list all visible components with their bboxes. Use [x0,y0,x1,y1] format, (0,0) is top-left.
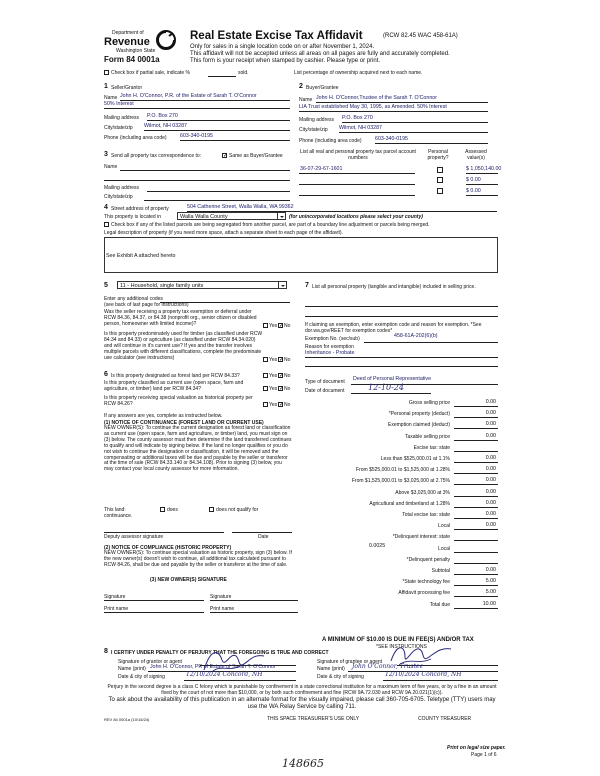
grantee-name-label: Name (print) [317,666,345,672]
tax-row-value[interactable]: 0.00 [485,455,496,461]
ownership-note: List percentage of ownership acquired next to each name. [294,70,423,76]
legal-description-label: Legal description of property (if you need more space, attach a separate sheet to each page of the affidavit). [104,230,343,236]
new-owner-print-name-label: Print name [104,606,129,612]
tax-row-label: Subtotal [431,568,450,574]
grantee-name-field[interactable]: John O'Connor, Trustee [352,663,424,670]
exemption-yes-checkbox[interactable] [263,323,268,328]
parcel-value-3[interactable]: $ 0.00 [466,188,481,194]
parcel-account-1[interactable]: 36-07-29-67-1601 [300,166,343,172]
section-5-number: 5 [104,282,108,289]
perjury-notice: Perjury in the second degree is a class C felony which is punishable by confinement in a state correctional institution for a maximum term of five years, or by a fine in an amount fixed by the court of not more than $10,000, or by both such confinement and fine (RCW 9A.72.030 and RCW 9A.20.021(1)(c)). [107,684,497,696]
additional-codes-label: Enter any additional codes [104,296,163,302]
land-does-checkbox[interactable] [160,507,165,512]
correspondence-city-label: City/state/zip [104,194,133,200]
document-type-label: Type of document [305,379,345,385]
form-number: Form 84 0001a [104,55,160,64]
tax-row-value[interactable]: 0.00 [485,399,496,405]
buyer-section-number: 2 [299,83,303,90]
parcel-account-3[interactable] [299,195,415,196]
same-as-buyer-checkbox[interactable] [222,153,227,158]
grantor-date-label: Date & city of signing [118,674,165,680]
revision-label: REV 84 0001a (10/15/24) [104,717,150,722]
buyer-name-label: Name [299,97,313,103]
forest-yes-checkbox[interactable] [263,373,268,378]
new-owner-signature-label: Signature [104,594,126,600]
tax-row-value[interactable]: 10.00 [482,600,496,607]
continuance-heading: (1) NOTICE OF CONTINUANCE (FOREST LAND OR CURRENT USE) [104,420,264,426]
land-does-not-label: does not qualify for [216,507,259,513]
tax-row-label: From $525,000.01 to $1,525,000 at 1.28% [356,467,450,474]
exemption-yes-label: Yes [269,323,278,329]
parcels-col-account: List all real and personal property tax parcel account numbers [300,149,416,161]
continuance-text: NEW OWNER(S): To continue the current designation as forest land or classification as current use (open space, farm and agriculture, or timber) land, you must sign on (3) below. The county assessor must then determine if the land transferred continues to qualify and will indicate by signing below. If the land no longer qualifies or you do not wish to continue the designation or classification, it will be removed and the compensating or additional taxes will be due and payable by the seller or transferor at the time of sale (RCW 84.33.140 or 84.34.108). Prior to signing (3) below, you may contact your local county assessor for more information. [104,425,292,473]
handwritten-number: 148665 [282,757,324,770]
legal-description-value: See Exhibit A attached hereto [106,253,176,259]
segregated-note: Check box if any of the listed parcels are being segregated from another parcel, are part of a boundary line adjustment or parcels being merged. [111,222,430,228]
personal-property-label: List all personal property (tangible and intangible) included in selling price. [312,284,476,290]
land-does-label: does [167,507,178,513]
seller-mailing-label: Mailing address [104,115,140,121]
section-6-number: 6 [104,371,108,378]
document-type-field[interactable]: Deed of Personal Representative [353,376,432,382]
revenue-logo-icon [156,30,176,50]
tax-row-label: Gross selling price [408,400,450,406]
property-section-number: 4 [104,204,108,211]
timber-question: Is this property predominately used for timber (as classified under RCW 84.34 and 84.33) or agriculture (as classified under RCW 84.34.020) and will continue in it's current use? If yes and the transfer involves multiple parcels with different classifications, complete the predominate use calculator (see instructions) [104,331,263,361]
tax-row-label: Total due [429,601,450,608]
located-label: This property is located in [104,214,161,220]
historic-text: NEW OWNER(S): To continue special valuation as historic property, sign (3) below. If the new owner(s) doesn't wish to continue, all additional tax calculated pursuant to RCW 84.26, shall be due and payable by the seller or transferor at the time of sale. [104,550,292,568]
land-does-not-checkbox[interactable] [209,507,214,512]
tax-row-value[interactable]: 0.00 [485,466,496,473]
tax-row-label: Local [438,545,450,552]
parcels-col-personal: Personal property? [427,149,449,161]
tax-row-value[interactable]: 0.00 [485,488,496,495]
county-select-value: Walla Walla County [180,213,228,220]
correspondence-mailing-field[interactable] [147,191,290,192]
deputy-date-label: Date [258,534,269,540]
grantor-date-field[interactable]: 12/10/2024 Concord, NH [186,671,263,678]
document-date-label: Date of document [305,388,345,394]
seller-phone-label: Phone (including area code) [104,135,167,141]
tax-row-label: Local [438,523,450,530]
tax-row-label: Exemption claimed (deduct) [388,422,450,429]
parcel-account-2[interactable] [299,184,415,185]
buyer-mailing-field[interactable]: P.O. Box 270 [342,115,373,121]
page-number: Page 1 of 6 [471,752,497,758]
county-treasurer-label: COUNTY TREASURER [418,716,472,722]
buyer-phone-label: Phone (including area code) [299,138,362,144]
dept-line1: Department of [112,30,144,36]
page-title: Real Estate Excise Tax Affidavit [190,30,363,42]
tax-row-value[interactable]: 0.00 [485,477,496,484]
exemption-number-field[interactable]: 458-61A-202(6)(b) [394,333,438,339]
exemption-number-label: Exemption No. (sec/sub) [305,336,360,342]
tax-row-label: Taxable selling price [404,433,450,440]
correspondence-name-field[interactable] [120,170,290,171]
seller-name-field-2[interactable]: 50% Interest [104,101,134,107]
buyer-name-field[interactable]: John H. O'Connor,Trustee of the Sarah T. O'Connor [316,95,437,101]
new-owner-signature-heading: (3) NEW OWNER(S) SIGNATURE [150,577,227,583]
new-owner-print-name-field[interactable] [104,612,204,613]
seller-name-field[interactable]: John H. O'Connor, P.R. of the Estate of Sarah T. O'Connor [120,93,257,99]
grantor-signature-label: Signature of grantor or agent [118,659,182,665]
legal-size-note: Print on legal size paper. [447,745,506,751]
grantee-date-field[interactable]: 12/10/2024 Concord, NH [385,671,462,678]
grantor-name-label: Name (print) [118,666,146,672]
certify-statement: I CERTIFY UNDER PENALTY OF PERJURY THAT THE FOREGOING IS TRUE AND CORRECT [111,650,329,656]
header-note-3: This form is your receipt when stamped by cashier. Please type or print. [190,58,381,64]
parcel-personal-checkbox-1[interactable] [437,167,443,173]
tax-row-value[interactable]: 0.00 [485,410,496,417]
local-rate-value: 0.0025 [369,543,386,549]
exemption-claim-note: If claiming an exemption, enter exemption code and reason for exemption. *See dor.wa.gov/REET for exemption codes* [305,322,482,334]
current-use-no-label: No [284,386,291,392]
tax-row-value[interactable]: 0.00 [485,522,496,529]
exemption-no-label: No [284,323,291,329]
historic-question: Is this property receiving special valuation as historical property per RCW 84.26? [104,395,253,407]
county-select[interactable] [177,212,286,220]
seller-city-field[interactable]: Wilmot, NH 03287 [144,123,187,129]
chevron-down-icon [277,213,285,220]
see-instructions-note: *SEE INSTRUCTIONS [376,644,427,650]
header-note-1: Only for sales in a single location code on or after November 1, 2024. [190,44,375,50]
deputy-date-field[interactable] [232,532,292,533]
forest-land-question: Is this property designated as forest land per RCW 84.33? [111,373,240,379]
header-note-2: This affidavit will not be accepted unless all areas on all pages are fully and accurately completed. [190,51,450,57]
personal-property-field[interactable] [305,306,498,307]
deputy-signature-label: Deputy assessor signature [104,534,164,540]
street-label: Street address of property [111,206,169,212]
title-reference: (RCW 82.45 WAC 458-61A) [383,33,458,39]
exemption-no-checkbox[interactable] [278,323,283,328]
tax-row-value[interactable]: 0.00 [485,567,496,573]
historic-no-label: No [284,402,291,408]
tax-row-label: Affidavit processing fee [398,590,450,597]
seller-city-label: City/state/zip [104,125,133,131]
partial-sale-sold-label: sold. [238,70,249,76]
partial-sale-percent-field[interactable] [208,76,236,77]
deputy-signature-field[interactable] [104,532,224,533]
tax-row-label: Above $3,025,000 at 3% [395,489,450,496]
timber-no-checkbox[interactable] [278,357,283,362]
tax-row-value[interactable]: 0.00 [485,421,496,428]
current-use-question: Is this property classified as current use (open space, farm and agriculture, or timber) land per RCW 84.34? [104,380,244,392]
new-owner-signature-label-2: Signature [210,594,232,600]
tax-row-value[interactable]: 5.00 [485,578,496,585]
parcel-personal-checkbox-3[interactable] [437,188,443,194]
new-owner-print-name-field-2[interactable] [210,612,298,613]
dept-brand: Revenue [104,36,150,48]
correspondence-label: Send all property tax correspondence to: [111,153,202,159]
tax-row-label: *Personal property (deduct) [388,411,450,418]
current-use-no-checkbox[interactable] [278,386,283,391]
section-8-number: 8 [104,648,108,655]
exemption-reason-field[interactable]: Inheritance - Probate [305,350,355,356]
current-use-yes-label: Yes [269,386,278,392]
tax-row-label: *Delinquent interest: state [392,534,450,541]
correspondence-section-number: 3 [104,151,108,158]
historic-no-checkbox[interactable] [278,402,283,407]
timber-yes-checkbox[interactable] [263,357,268,362]
tax-row-label: Total excise tax: state [402,512,450,518]
tax-row-value[interactable]: 0.00 [485,432,496,439]
seller-section-number: 1 [104,83,108,90]
tax-row-value[interactable]: 5.00 [485,589,496,596]
instructions-intro: If any answers are yes, complete as instructed below. [104,413,223,419]
exemption-question: Was the seller receiving a property tax exemption or deferral under RCW 84.36, 84.37, or 84.38 (nonprofit org., senior citizen or disabled person, homeowner with limited income)? [104,309,257,327]
buyer-city-field[interactable]: Wilmot, NH 03287 [339,125,382,131]
land-use-select[interactable] [117,281,287,289]
seller-phone-field[interactable]: 603-340-0195 [180,133,213,139]
county-note: (for unincorporated locations please select your county) [289,214,423,220]
treasurer-use-label: THIS SPACE TREASURER'S USE ONLY [267,716,360,722]
section-7-number: 7 [305,282,309,289]
timber-yes-label: Yes [269,357,278,363]
tax-row-label: From $1,525,000.01 to $3,025,000 at 2.75% [351,478,450,485]
buyer-name-field-2[interactable]: LIA Trust established May 30, 1995, as Amended. 50% Interest [299,104,447,110]
dept-line3: Washington State [116,48,156,54]
seller-name-label: Name [104,95,118,101]
historic-yes-label: Yes [269,402,278,408]
this-land-label: This land: [104,507,126,513]
same-as-buyer-label: Same as Buyer/Grantee [229,153,283,159]
land-use-select-value: 11 - Household, single family units [120,282,204,289]
grantee-date-label: Date & city of signing [317,674,364,680]
additional-codes-hint: (see back of last page for instructions) [104,302,189,308]
chevron-down-icon [278,282,286,289]
tax-row-label: Agricultural and timberland at 1.28% [369,500,450,507]
document-date-field[interactable]: 12-10-24 [368,383,404,392]
forest-no-checkbox[interactable] [278,373,283,378]
seller-mailing-field[interactable]: P.O. Box 270 [147,113,178,119]
grantee-signature-label: Signature of grantee or agent [317,659,383,665]
partial-sale-label: Check box if partial sale, indicate % [111,70,190,76]
buyer-phone-field[interactable]: 603-340-0195 [375,136,408,142]
correspondence-name-label: Name [104,164,118,170]
street-field[interactable]: 504 Catherine Street, Walla Walla, WA 99362 [187,204,294,210]
segregated-checkbox[interactable] [104,222,109,227]
seller-heading: Seller/Grantor [111,85,143,91]
forest-yes-label: Yes [269,373,278,379]
exemption-reason-label: Reason for exemption [305,344,354,350]
tax-row-label: Excise tax: state [413,444,450,451]
parcel-personal-checkbox-2[interactable] [437,177,443,183]
forest-no-label: No [284,373,291,379]
tax-row-value[interactable]: 0.00 [485,499,496,506]
new-owner-signature-field-2[interactable] [210,600,298,601]
tax-row-label: Less than $525,000.01 at 1.1% [380,456,450,462]
accessibility-notice: To ask about the availability of this publication in an alternate format for the visually impaired, please call 360-705-6705. Teletype (TTY) users may use the WA Relay Service by calling 711. [108,697,496,710]
new-owner-print-name-label-2: Print name [210,606,235,612]
tax-row-value[interactable]: 0.00 [485,511,496,517]
historic-heading: (2) NOTICE OF COMPLIANCE (HISTORIC PROPERTY) [104,545,232,551]
parcel-value-2[interactable]: $ 0.00 [466,177,481,183]
legal-description-field[interactable] [104,237,498,273]
parcel-value-1[interactable]: $ 1,050,140.00 [466,166,502,172]
historic-yes-checkbox[interactable] [263,402,268,407]
new-owner-signature-field[interactable] [104,600,204,601]
timber-no-label: No [284,357,291,363]
minimum-due-note: A MINIMUM OF $10.00 IS DUE IN FEE(S) AND/OR TAX [322,637,474,643]
correspondence-city-field[interactable] [144,200,290,201]
correspondence-mailing-label: Mailing address [104,185,140,191]
grantor-name-field[interactable]: John H. O'Connor, PR of Estate of Sarah T. O'Connor [150,664,276,670]
current-use-yes-checkbox[interactable] [263,386,268,391]
tax-row-label: *Delinquent penalty [406,556,450,563]
tax-row-label: *State technology fee [402,579,450,586]
parcels-col-assessed: Assessed value(s) [465,149,487,161]
continuance-label: continuance. [104,513,133,519]
buyer-heading: Buyer/Grantee [306,85,339,91]
buyer-city-label: City/state/zip [299,127,328,133]
partial-sale-checkbox[interactable] [104,70,109,75]
buyer-mailing-label: Mailing address [299,117,335,123]
